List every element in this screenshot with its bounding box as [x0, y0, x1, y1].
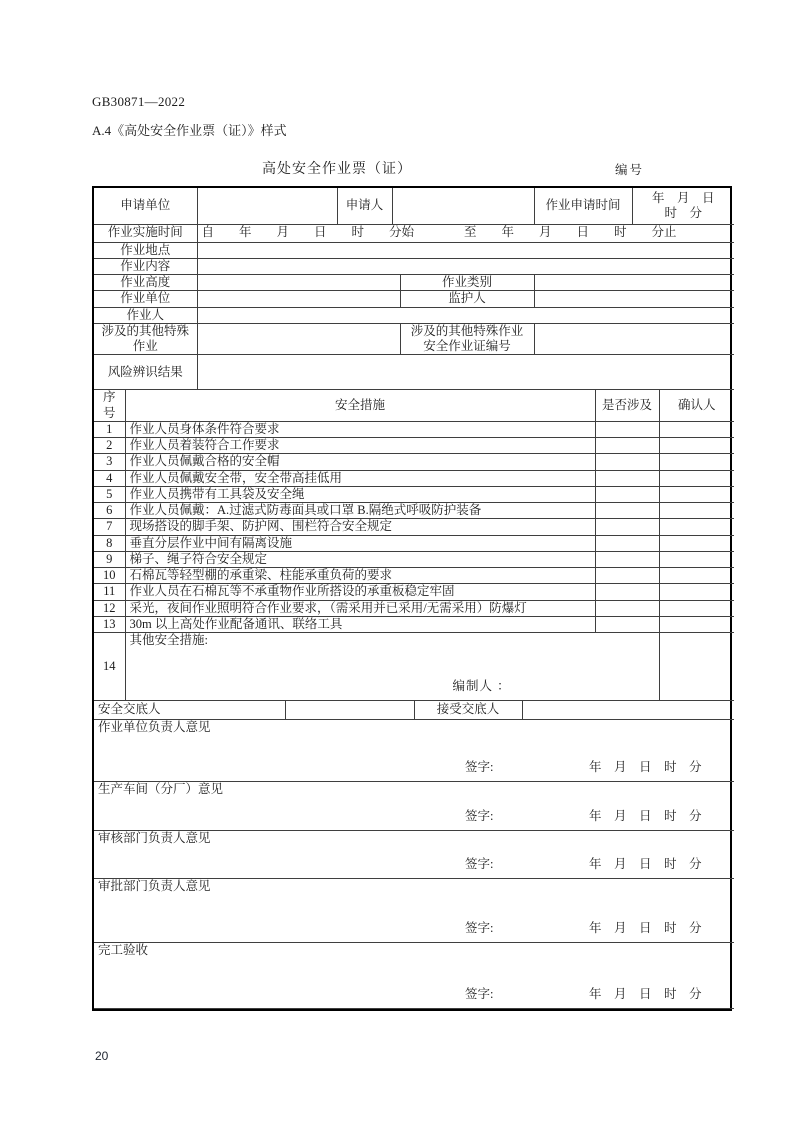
other-measures-cell — [125, 633, 659, 701]
measure-row — [94, 616, 734, 632]
guardian-value-cell — [534, 291, 734, 307]
standard-number: GB30871—2022 — [92, 94, 186, 109]
involved-cell — [595, 438, 659, 454]
involved-cell — [595, 600, 659, 616]
measure-text: 作业人员身体条件符合要求 — [125, 421, 595, 437]
measure-no: 11 — [94, 584, 125, 600]
measure-no: 7 — [94, 519, 125, 535]
involved-cell — [595, 503, 659, 519]
confirmer-cell — [659, 633, 734, 701]
involved-cell — [595, 486, 659, 502]
unit-label: 作业单位 — [94, 291, 197, 307]
confirmer-cell — [659, 421, 734, 437]
measure-row — [94, 470, 734, 486]
apply-unit-label: 申请单位 — [94, 188, 197, 224]
measure-row — [94, 421, 734, 437]
section-heading: A.4《高处安全作业票（证）》样式 — [92, 123, 287, 138]
measure-text: 作业人员佩戴合格的安全帽 — [125, 454, 595, 470]
sign-date-label: 年 月 日 时 分 — [589, 987, 702, 1002]
opinion-title: 生产车间（分厂）意见 — [98, 781, 224, 796]
sign-label: 签字: — [465, 921, 494, 936]
risk-label: 风险辨识结果 — [94, 355, 197, 390]
opinion-title: 作业单位负责人意见 — [98, 719, 211, 734]
other-measures-row — [94, 633, 734, 701]
measure-row — [94, 519, 734, 535]
sign-date-label: 年 月 日 时 分 — [589, 809, 702, 824]
workers-value-cell — [197, 307, 734, 323]
applicant-label: 申请人 — [337, 188, 392, 224]
measure-row — [94, 551, 734, 567]
measure-no: 1 — [94, 421, 125, 437]
confirmer-cell — [659, 454, 734, 470]
confirmer-cell — [659, 438, 734, 454]
measure-text: 作业人员在石棉瓦等不承重物作业所搭设的承重板稳定牢固 — [125, 584, 595, 600]
special-cert-label: 涉及的其他特殊作业 安全作业证编号 — [400, 323, 534, 355]
opinion-title: 审核部门负责人意见 — [98, 830, 211, 845]
sign-label: 签字: — [465, 809, 494, 824]
confirmer-cell — [659, 503, 734, 519]
content-label: 作业内容 — [94, 258, 197, 274]
sign-label: 签字: — [465, 987, 494, 1002]
measure-text: 作业人员着装符合工作要求 — [125, 438, 595, 454]
opinion-approval-dept — [94, 878, 734, 942]
opinion-row — [94, 942, 734, 1008]
place-value-cell — [197, 242, 734, 258]
col-header-measure: 安全措施 — [125, 390, 595, 421]
page-number: 20 — [95, 1049, 109, 1063]
measure-text: 现场搭设的脚手架、防护网、围栏符合安全规定 — [125, 519, 595, 535]
measure-no: 10 — [94, 568, 125, 584]
other-measures-label: 其他安全措施: — [129, 633, 208, 647]
apply-time-label: 作业申请时间 — [534, 188, 632, 224]
measure-text: 石棉瓦等轻型棚的承重梁、柱能承重负荷的要求 — [125, 568, 595, 584]
confirmer-cell — [659, 486, 734, 502]
involved-cell — [595, 519, 659, 535]
apply-time-value-cell — [632, 188, 734, 224]
guardian-label: 监护人 — [400, 291, 534, 307]
measure-no: 12 — [94, 600, 125, 616]
workers-label: 作业人 — [94, 307, 197, 323]
measure-no: 4 — [94, 470, 125, 486]
involved-cell — [595, 616, 659, 632]
measure-row — [94, 600, 734, 616]
measure-text: 30m 以上高处作业配备通讯、联络工具 — [125, 616, 595, 632]
col-header-confirmer: 确认人 — [659, 390, 734, 421]
measure-no: 2 — [94, 438, 125, 454]
measure-text: 梯子、绳子符合安全规定 — [125, 551, 595, 567]
measure-no: 6 — [94, 503, 125, 519]
opinion-title: 审批部门负责人意见 — [98, 878, 211, 893]
completion-acceptance — [94, 942, 734, 1008]
involved-cell — [595, 470, 659, 486]
confirmer-cell — [659, 470, 734, 486]
involved-cell — [595, 421, 659, 437]
col-header-involved: 是否涉及 — [595, 390, 659, 421]
applicant-value-cell — [392, 188, 534, 224]
confirmer-cell — [659, 535, 734, 551]
measure-row — [94, 503, 734, 519]
measure-no: 5 — [94, 486, 125, 502]
involved-cell — [595, 551, 659, 567]
preparer-label: 编制人 ： — [452, 678, 511, 693]
opinion-row — [94, 830, 734, 878]
measure-no: 3 — [94, 454, 125, 470]
apply-unit-value-cell — [197, 188, 337, 224]
briefer-label: 安全交底人 — [94, 701, 285, 719]
opinion-unit-leader — [94, 720, 734, 782]
content-value-cell — [197, 258, 734, 274]
info-table — [94, 188, 734, 390]
involved-cell — [595, 535, 659, 551]
opinion-row — [94, 781, 734, 830]
involved-cell — [595, 584, 659, 600]
opinion-workshop — [94, 781, 734, 830]
briefer-value-cell — [285, 701, 414, 719]
measure-row — [94, 486, 734, 502]
serial-number-label: 编号 — [615, 163, 645, 177]
measure-no: 8 — [94, 535, 125, 551]
measure-text: 采光，夜间作业照明符合作业要求，（需采用并已采用/无需采用）防爆灯 — [125, 600, 595, 616]
measure-text: 作业人员佩戴安全带，安全带高挂低用 — [125, 470, 595, 486]
category-value-cell — [534, 275, 734, 291]
measure-row — [94, 584, 734, 600]
sign-label: 签字: — [465, 857, 494, 872]
col-header-no: 序号 — [94, 390, 125, 421]
risk-value-cell — [197, 355, 734, 390]
height-value-cell — [197, 275, 400, 291]
form-title-row — [92, 158, 732, 182]
special-work-value-cell — [197, 323, 400, 355]
sign-date-label: 年 月 日 时 分 — [589, 921, 702, 936]
confirmer-cell — [659, 616, 734, 632]
confirmer-cell — [659, 519, 734, 535]
measure-row — [94, 535, 734, 551]
confirmer-cell — [659, 584, 734, 600]
sign-date-label: 年 月 日 时 分 — [589, 857, 702, 872]
special-work-label: 涉及的其他特殊作业 — [94, 323, 197, 355]
sign-date-label: 年 月 日 时 分 — [589, 760, 702, 775]
measure-row — [94, 438, 734, 454]
involved-cell — [595, 454, 659, 470]
height-label: 作业高度 — [94, 275, 197, 291]
apply-time-date-line: 年 月 日 — [651, 190, 715, 205]
measure-row — [94, 454, 734, 470]
measure-text: 作业人员佩戴：A.过滤式防毒面具或口罩 B.隔绝式呼吸防护装备 — [125, 503, 595, 519]
confirmer-cell — [659, 600, 734, 616]
impl-time-label: 作业实施时间 — [94, 224, 197, 242]
place-label: 作业地点 — [94, 242, 197, 258]
measure-no: 9 — [94, 551, 125, 567]
measure-no: 13 — [94, 616, 125, 632]
opinions-table — [94, 720, 734, 1009]
opinion-title: 完工验收 — [98, 942, 149, 957]
involved-cell — [595, 568, 659, 584]
confirmer-cell — [659, 551, 734, 567]
opinion-row — [94, 878, 734, 942]
other-measures-no: 14 — [94, 633, 125, 701]
opinion-review-dept — [94, 830, 734, 878]
receiver-label: 接受交底人 — [414, 701, 522, 719]
category-label: 作业类别 — [400, 275, 534, 291]
sign-label: 签字: — [465, 760, 494, 775]
confirmer-cell — [659, 568, 734, 584]
measure-text: 垂直分层作业中间有隔离设施 — [125, 535, 595, 551]
form-title: 高处安全作业票（证） — [262, 162, 412, 177]
receiver-value-cell — [522, 701, 734, 719]
unit-value-cell — [197, 291, 400, 307]
apply-time-hour-line: 时 分 — [664, 205, 702, 220]
special-cert-value-cell — [534, 323, 734, 355]
briefing-table — [94, 701, 734, 720]
measures-table — [94, 390, 734, 701]
permit-form — [92, 186, 732, 1011]
impl-time-value: 自 年 月 日 时 分始 至 年 月 日 时 分止 — [197, 224, 734, 242]
measure-text: 作业人员携带有工具袋及安全绳 — [125, 486, 595, 502]
opinion-row — [94, 720, 734, 782]
measure-row — [94, 568, 734, 584]
